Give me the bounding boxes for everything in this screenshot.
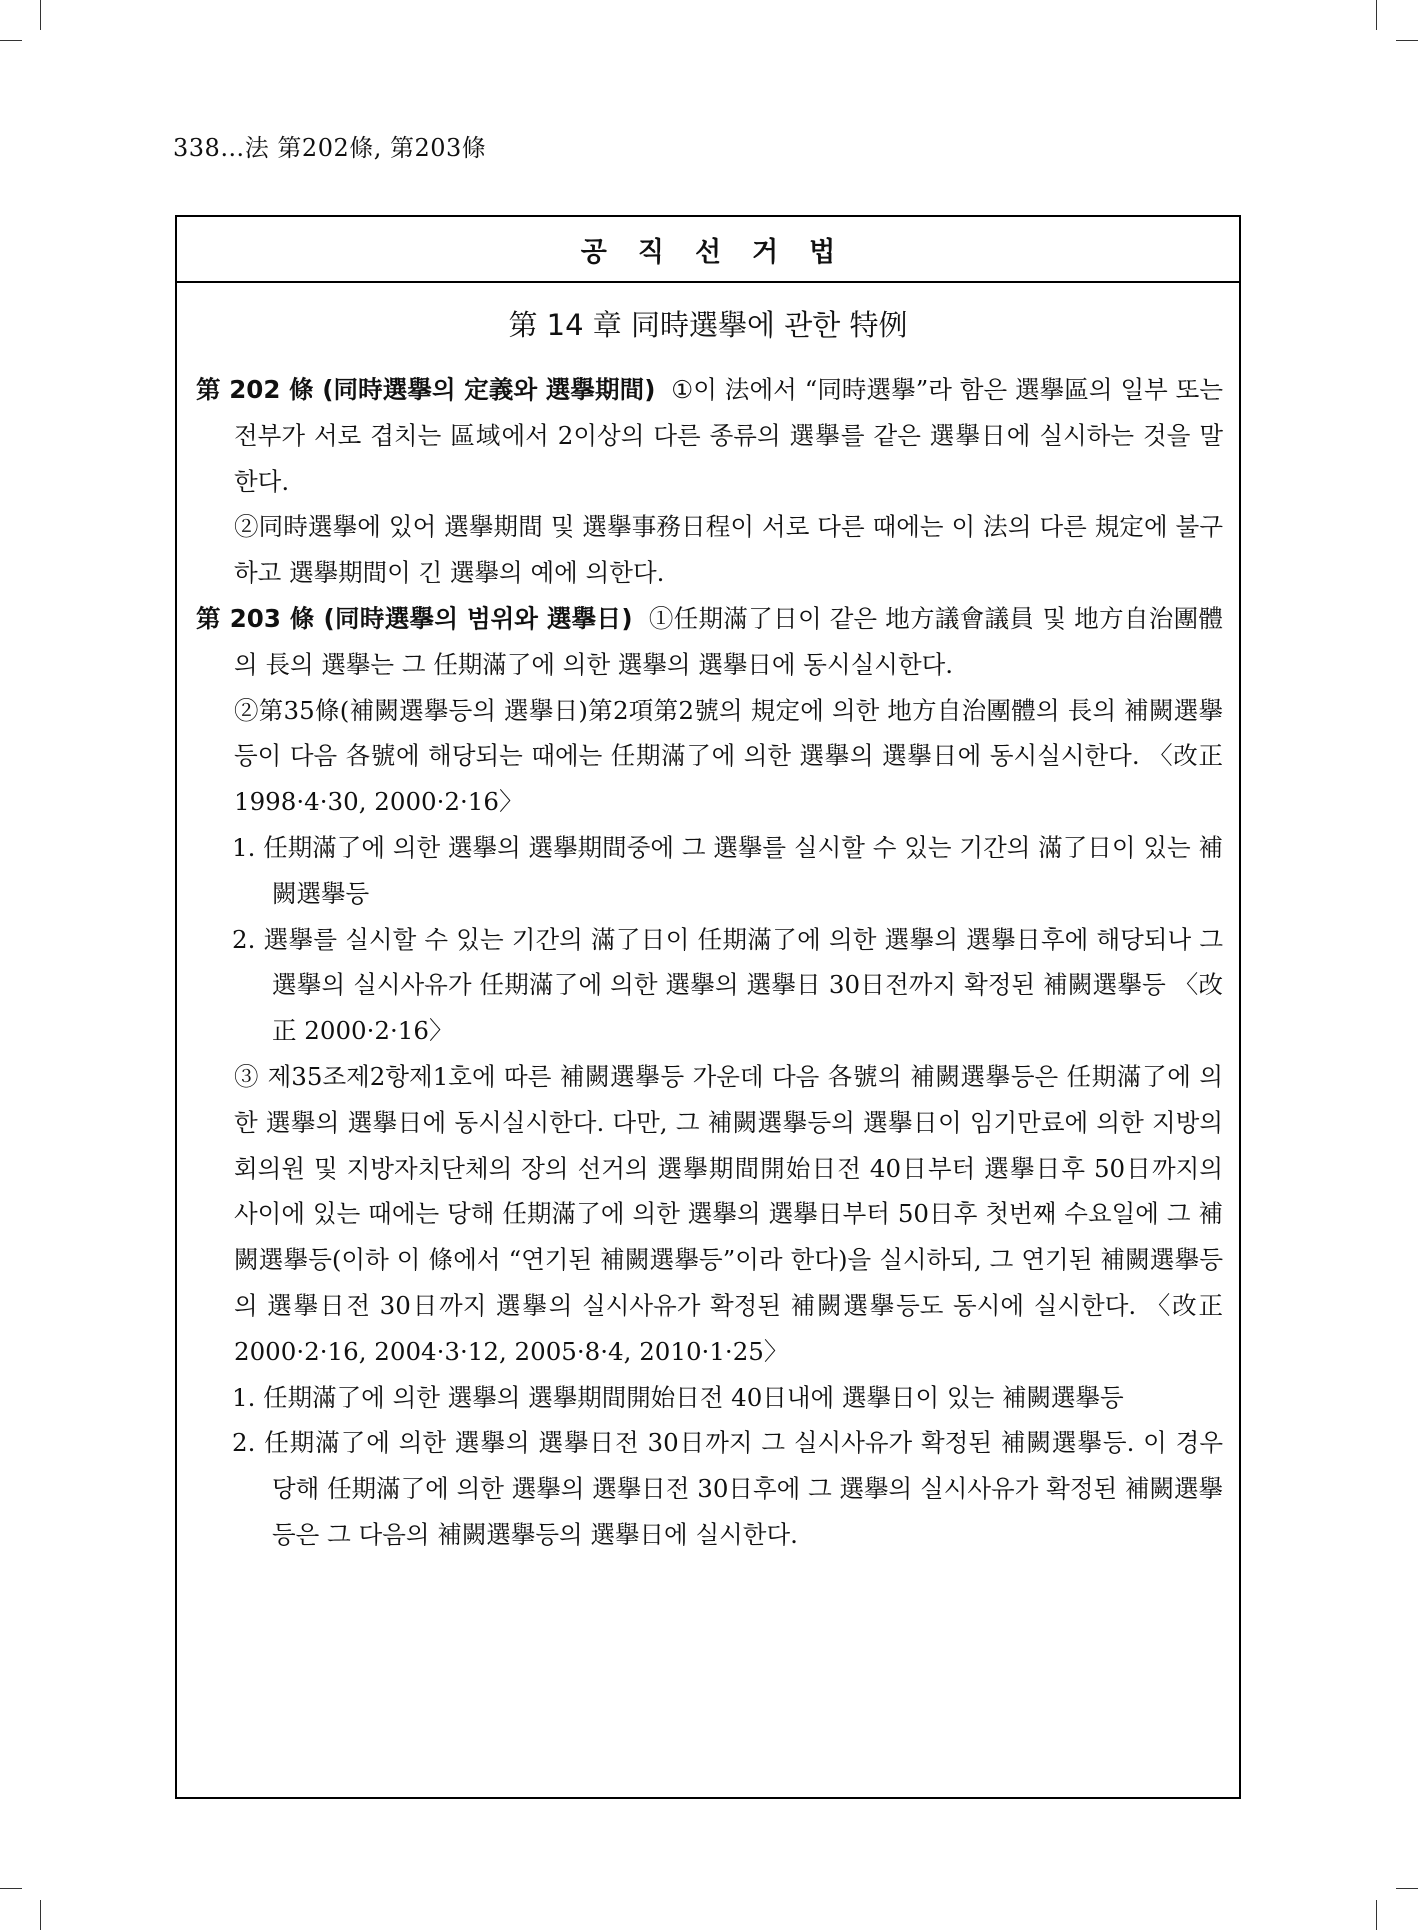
chapter-title: 第 14 章 同時選擧에 관한 特例: [508, 308, 908, 342]
article-202-heading: 第 202 條 (同時選擧의 定義와 選擧期間): [196, 375, 656, 404]
article-203: [196, 596, 1223, 688]
article-203-para-2: ②第35條(補闕選擧등의 選擧日)第2項第2號의 規定에 의한 地方自治團體의 長의 補闕選擧등이 다음 各號에 해당되는 때에는 任期滿了에 의한 選擧의 選擧日에 동시실시한다. 〈改正 1998·4·30, 2000·2·16〉: [234, 695, 1223, 817]
article-202: [196, 367, 1223, 504]
article-203-para-3-item-2: 2. 任期滿了에 의한 選擧의 選擧日전 30日까지 그 실시사유가 확정된 補闕選擧등. 이 경우 당해 任期滿了에 의한 選擧의 選擧日전 30日후에 그 選擧의 실시사유가 확정된 補闕選擧등은 그 다음의 補闕選擧등의 選擧日에 실시한다.: [232, 1428, 1223, 1549]
crop-mark-bottom-left: [40, 1900, 41, 1930]
running-head: 338…法 第202條, 第203條: [173, 134, 487, 162]
crop-mark-bottom-right: [1376, 1900, 1377, 1930]
law-title: 공직선거법: [177, 217, 1239, 283]
crop-mark-top-left-h: [0, 40, 22, 41]
article-203-para-3-item-1: 1. 任期滿了에 의한 選擧의 選擧期間開始日전 40日내에 選擧日이 있는 補闕選擧등: [232, 1382, 1124, 1412]
article-203-para-1: ①任期滿了日이 같은 地方議會議員 및 地方自治團體의 長의 選擧는 그 任期滿了에 의한 選擧의 選擧日에 동시실시한다.: [234, 603, 1223, 679]
crop-mark-top-left: [40, 0, 41, 30]
article-202-para-1: ①이 法에서 “同時選擧”라 함은 選擧區의 일부 또는 전부가 서로 겹치는 區域에서 2이상의 다른 종류의 選擧를 같은 選擧日에 실시하는 것을 말한다.: [234, 375, 1224, 496]
law-text-frame: [175, 215, 1241, 1799]
crop-mark-top-right-h: [1396, 40, 1418, 41]
crop-mark-bottom-left-h: [0, 1888, 22, 1889]
crop-mark-bottom-right-h: [1396, 1888, 1418, 1889]
crop-mark-top-right: [1376, 0, 1377, 30]
article-203-para-2-item-2: 2. 選擧를 실시할 수 있는 기간의 滿了日이 任期滿了에 의한 選擧의 選擧日후에 해당되나 그 選擧의 실시사유가 任期滿了에 의한 選擧의 選擧日 30日전까지 확정된 補闕選擧등 〈改正 2000·2·16〉: [232, 924, 1223, 1046]
article-203-para-2-item-1: 1. 任期滿了에 의한 選擧의 選擧期間중에 그 選擧를 실시할 수 있는 기간의 滿了日이 있는 補闕選擧등: [232, 832, 1223, 908]
article-203-heading: 第 203 條 (同時選擧의 범위와 選擧日): [196, 603, 633, 633]
article-202-para-2: ②同時選擧에 있어 選擧期間 및 選擧事務日程이 서로 다른 때에는 이 法의 다른 規定에 불구하고 選擧期間이 긴 選擧의 예에 의한다.: [234, 512, 1223, 588]
article-203-para-3: ③ 제35조제2항제1호에 따른 補闕選擧등 가운데 다음 各號의 補闕選擧등은 任期滿了에 의한 選擧의 選擧日에 동시실시한다. 다만, 그 補闕選擧등의 選擧日이 임기만료에 의한 지방의회의원 및 지방자치단체의 장의 선거의 選擧期間開始日전 40日부터 選擧日후 50日까지의 사이에 있는 때에는 당해 任期滿了에 의한 選擧의 選擧日부터 50日후 첫번째 수요일에 그 補闕選擧등(이하 이 條에서 “연기된 補闕選擧등”이라 한다)을 실시하되, 그 연기된 補闕選擧등의 選擧日전 30日까지 選擧의 실시사유가 확정된 補闕選擧등도 동시에 실시한다. 〈改正 2000·2·16, 2004·3·12, 2005·8·4, 2010·1·25〉: [234, 1061, 1223, 1366]
law-body: [196, 367, 1223, 1558]
